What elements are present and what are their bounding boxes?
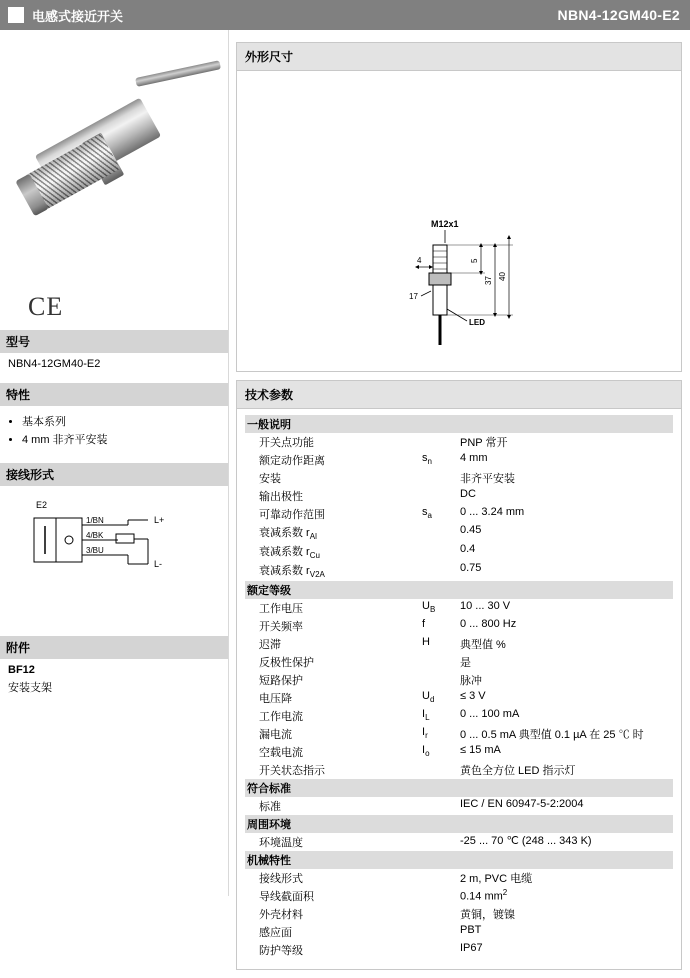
spec-value: 0.75 [460,562,482,575]
spec-value: 2 m, PVC 电缆 [460,872,533,885]
spec-symbol [420,941,458,959]
right-column [228,30,690,978]
spec-symbol: $I_o$ [422,743,430,758]
terminal-plus: L+ [154,515,165,525]
spec-label: 空载电流 [259,746,303,759]
table-row [245,505,673,523]
table-row [245,797,673,815]
table-row [245,451,673,469]
dim-label-4: 4 [417,256,422,265]
wire-label-bk: 4/BK [86,531,104,540]
spec-symbol [420,523,458,542]
spec-label: 工作电流 [259,710,303,723]
table-row [245,635,673,653]
dimensions-panel [236,42,682,372]
accessory-description: 安装支架 [8,682,52,694]
dim-label-37: 37 [484,276,493,285]
list-item: • 4 mm 非齐平安装 [22,431,220,447]
spec-group-row [245,581,673,599]
spec-label: 开关点功能 [259,437,314,449]
spec-symbol: H [422,635,430,648]
specs-panel [236,380,682,970]
accessories-section-heading: 附件 [0,636,228,659]
spec-group-row [245,415,673,433]
spec-value: PNP 常开 [460,437,508,449]
spec-symbol [420,542,458,561]
table-row [245,433,673,451]
dimensions-drawing [237,71,681,371]
spec-value: PBT [460,923,482,936]
spec-symbol [420,671,458,689]
accessories-section-body [0,659,228,708]
spec-label: 接线形式 [259,872,303,885]
dim-label-17: 17 [409,292,418,301]
spec-label: 反极性保护 [259,656,314,669]
table-row [245,743,673,761]
table-row [245,833,673,851]
page-body [0,30,690,978]
wire-label-bn: 1/BN [86,516,104,525]
spec-value: ≤ 3 V [460,689,486,702]
table-row [245,869,673,887]
spec-symbol: $s_n$ [422,452,432,467]
table-row [245,542,673,561]
list-item: • 基本系列 [22,413,220,429]
spec-group-label: 机械特性 [245,851,673,869]
spec-value: 非齐平安装 [460,473,515,485]
spec-label: 导线截面积 [259,890,314,903]
table-row [245,523,673,542]
spec-value: 典型值 % [460,638,506,651]
dim-label-40: 40 [498,272,507,281]
spec-symbol [420,487,458,505]
spec-group-row [245,779,673,797]
model-value: NBN4-12GM40-E2 [8,358,101,370]
spec-value: 黄铜，镀镍 [460,908,515,921]
spec-label: 输出极性 [259,491,303,503]
specs-table [245,415,673,959]
spec-label: 防护等级 [259,944,303,957]
spec-label: 漏电流 [259,728,292,741]
table-row [245,671,673,689]
spec-label: 衰减系数 $r_{Al}$ [259,527,317,542]
model-section-body [0,353,228,383]
table-row [245,599,673,617]
header-left-group [8,6,123,25]
spec-symbol: $U_B$ [422,599,436,614]
features-section-heading: 特性 [0,383,228,406]
wiring-label-e2: E2 [36,500,48,510]
square-logo-icon [8,7,24,23]
table-row [245,487,673,505]
spec-symbol: $U_d$ [422,689,435,704]
wiring-diagram-svg [8,496,208,616]
dimensions-panel-heading: 外形尺寸 [237,43,681,71]
spec-group-label: 周围环境 [245,815,673,833]
spec-label: 短路保护 [259,674,303,687]
spec-label: 工作电压 [259,602,303,615]
spec-label: 开关状态指示 [259,764,325,777]
spec-value: 4 mm [460,452,488,464]
table-row [245,761,673,779]
spec-symbol [420,469,458,487]
spec-symbol [420,833,458,851]
spec-value: IEC / EN 60947-5-2:2004 [460,797,584,810]
dim-label-led: LED [469,318,485,327]
spec-label: 电压降 [259,692,292,705]
spec-label: 感应面 [259,926,292,939]
spec-value: 0.4 [460,543,476,556]
table-row [245,653,673,671]
spec-value: 0 ... 3.24 mm [460,506,525,518]
spec-symbol [420,761,458,779]
spec-group-row [245,815,673,833]
wiring-diagram [0,486,228,636]
spec-value: 0.45 [460,524,482,536]
spec-value: DC [460,488,476,500]
spec-value: 0 ... 0.5 mA 典型值 0.1 µA 在 25 ℃ 时 [460,728,644,741]
spec-symbol [420,561,458,580]
spec-group-label: 一般说明 [245,415,673,433]
spec-value: 0 ... 100 mA [460,707,520,720]
spec-label: 衰减系数 $r_{V2A}$ [259,565,325,580]
ce-mark-icon: CE [28,292,64,321]
spec-symbol: f [422,617,426,630]
page-header [0,0,690,30]
spec-label: 开关频率 [259,620,303,633]
spec-label: 安装 [259,473,281,485]
terminal-minus: L- [154,559,163,569]
spec-symbol: $I_r$ [422,725,428,740]
table-row [245,707,673,725]
features-section-body [0,406,228,463]
product-photo [0,30,228,330]
spec-symbol [420,433,458,451]
specs-panel-heading: 技术参数 [237,381,681,409]
table-row [245,689,673,707]
header-model: NBN4-12GM40-E2 [557,7,680,23]
spec-group-label: 符合标准 [245,779,673,797]
spec-label: 额定动作距离 [259,455,325,467]
specs-panel-body [237,409,681,969]
spec-label: 标准 [259,800,281,813]
spec-value: 10 ... 30 V [460,599,511,612]
sensor-illustration [18,72,218,242]
spec-value: ≤ 15 mA [460,743,501,756]
dim-label-5: 5 [470,258,479,263]
spec-value: 0 ... 800 Hz [460,617,517,630]
table-row [245,469,673,487]
model-section-heading: 型号 [0,330,228,353]
table-row [245,561,673,580]
left-column [0,30,228,978]
accessory-name: BF12 [8,664,35,676]
spec-label: 迟滞 [259,638,281,651]
spec-value: 是 [460,656,471,669]
spec-symbol [420,869,458,887]
spec-symbol: $s_a$ [422,506,432,521]
header-title: 电感式接近开关 [32,8,124,24]
spec-value: IP67 [460,941,483,954]
spec-label: 外壳材料 [259,908,303,921]
spec-symbol [420,653,458,671]
spec-value: 黄色全方位 LED 指示灯 [460,764,576,777]
sensor-cable [135,60,221,87]
spec-symbol [420,905,458,923]
wiring-section-heading: 接线形式 [0,463,228,486]
table-row [245,617,673,635]
spec-value: 脉冲 [460,674,482,687]
dim-label-thread: M12x1 [431,219,459,229]
spec-group-label: 额定等级 [245,581,673,599]
features-list [22,413,220,447]
spec-value: -25 ... 70 ℃ (248 ... 343 K) [460,834,592,847]
spec-symbol [420,797,458,815]
spec-symbol [420,923,458,941]
dimensions-drawing-svg [245,77,685,367]
table-row [245,725,673,743]
column-divider [228,30,229,896]
spec-value: 0.14 $mm^2$ [460,887,508,903]
spec-label: 可靠动作范围 [259,509,325,521]
table-row [245,941,673,959]
table-row [245,923,673,941]
spec-symbol: $I_L$ [422,707,430,722]
wire-label-bu: 3/BU [86,546,104,555]
table-row [245,905,673,923]
spec-label: 环境温度 [259,836,303,849]
spec-label: 衰减系数 $r_{Cu}$ [259,546,320,561]
spec-group-row [245,851,673,869]
